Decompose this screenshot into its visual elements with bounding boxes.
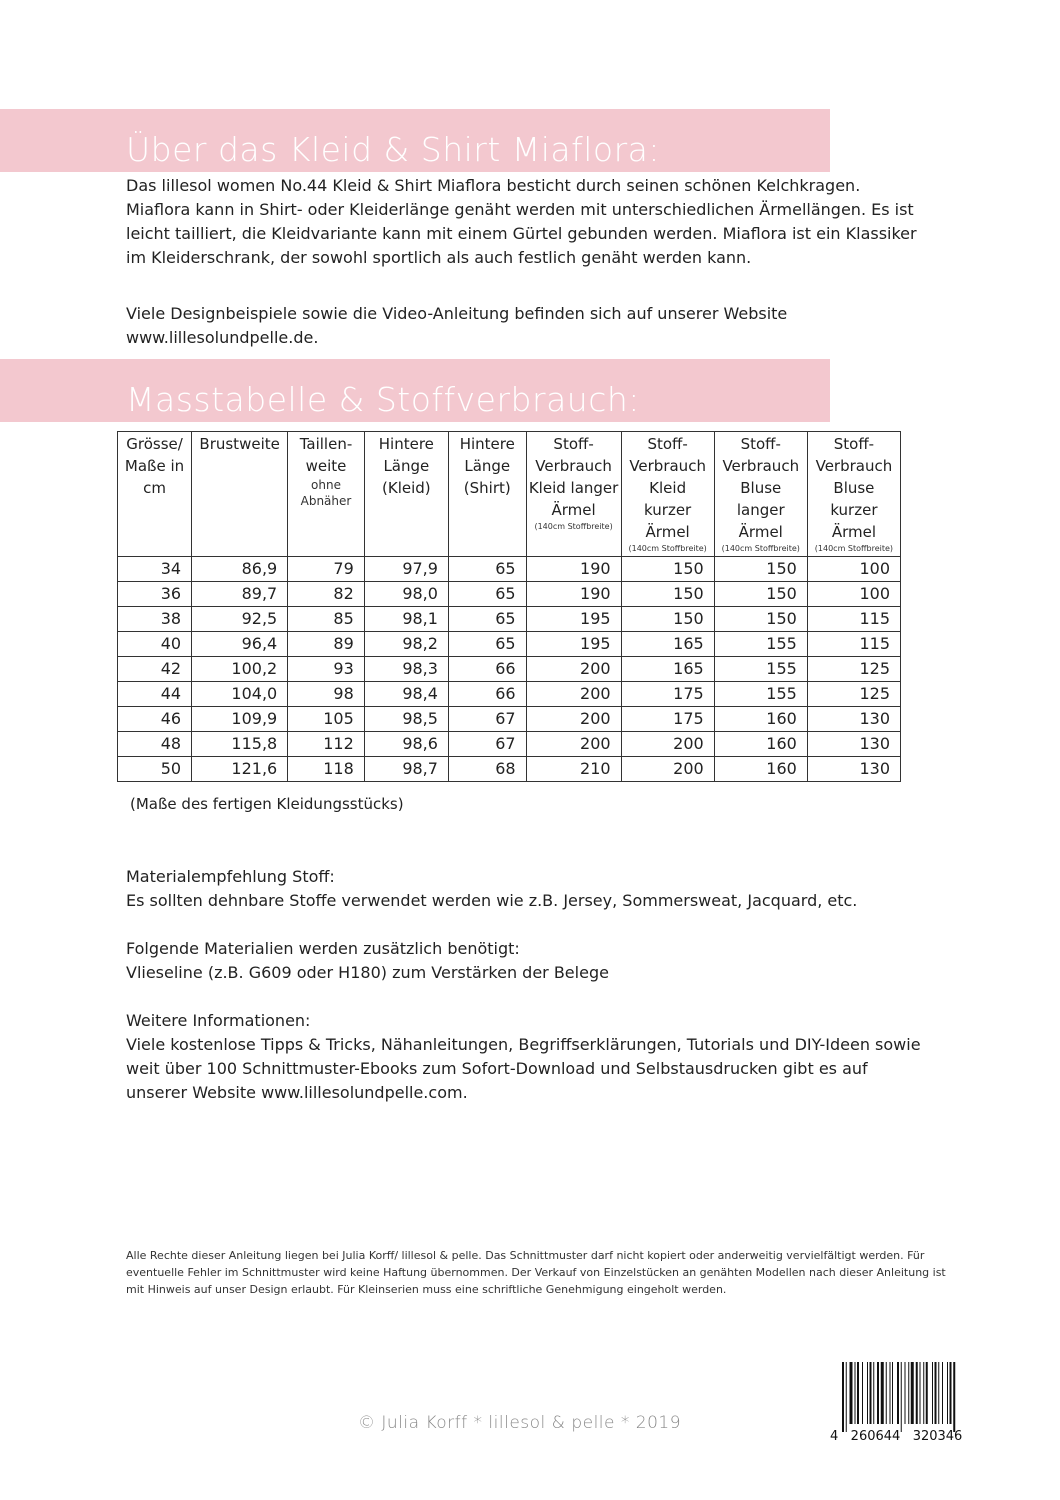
table-cell: 150 (621, 582, 714, 607)
table-cell: 85 (288, 607, 365, 632)
table-row (118, 682, 901, 707)
barcode-bar (905, 1362, 906, 1424)
table-cell: 160 (714, 732, 807, 757)
barcode-bar (870, 1362, 872, 1424)
table-cell: 92,5 (192, 607, 288, 632)
table-cell: 118 (288, 757, 365, 782)
barcode-bar (942, 1362, 943, 1424)
size-table (117, 431, 901, 782)
barcode-bar (897, 1362, 899, 1424)
copyright-footer: © Julia Korff * lillesol & pelle * 2019 (358, 1413, 682, 1433)
barcode-bar (877, 1362, 879, 1424)
table-cell: 40 (118, 632, 192, 657)
barcode-digits: 4 260644 320346 (830, 1429, 963, 1444)
barcode-bar (935, 1362, 937, 1424)
barcode-bar (901, 1362, 902, 1432)
table-cell: 42 (118, 657, 192, 682)
barcode-bar (881, 1362, 884, 1424)
table-cell: 82 (288, 582, 365, 607)
table-cell: 44 (118, 682, 192, 707)
table-cell: 65 (448, 582, 526, 607)
table-cell: 200 (526, 682, 621, 707)
barcode-bar (862, 1362, 863, 1424)
table-cell: 115 (807, 632, 900, 657)
website-text (126, 302, 806, 350)
table-cell: 155 (714, 657, 807, 682)
barcode-bar (867, 1362, 868, 1424)
table-cell: 175 (621, 682, 714, 707)
table-cell: 98,3 (364, 657, 448, 682)
table-row (118, 582, 901, 607)
table-cell: 200 (621, 757, 714, 782)
table-cell: 155 (714, 632, 807, 657)
about-text (126, 174, 926, 270)
barcode-bar (855, 1362, 856, 1424)
table-cell: 98,4 (364, 682, 448, 707)
header-fabric-blouse-long: Stoff- Verbrauch Bluse langer Ärmel (140cm Stoffbreite) (714, 432, 807, 557)
barcode-bar (920, 1362, 921, 1424)
table-cell: 97,9 (364, 557, 448, 582)
table-cell: 98,6 (364, 732, 448, 757)
table-cell: 200 (526, 707, 621, 732)
header-size: Grösse/ Maße in cm (118, 432, 192, 557)
barcode-bar (857, 1362, 859, 1424)
barcode-bar (892, 1362, 893, 1424)
table-cell: 104,0 (192, 682, 288, 707)
legal-notice: Alle Rechte dieser Anleitung liegen bei Julia Korff/ lillesol & pelle. Das Schnittmuster darf nicht kopiert oder anderweitig vervielfältigt werden. Für eventuelle Fehler im Schnittmuster wird keine Haftung übernommen. Der Verkauf von Einzelstücken an genähten Modellen nach dieser Anleitung ist mit Hinweis auf unser Design erlaubt. Für Kleinserien muss eine schriftliche Genehmigung eingeholt werden. (126, 1249, 946, 1296)
table-cell: 200 (526, 732, 621, 757)
table-body (118, 557, 901, 782)
section-title-about: Über das Kleid & Shirt Miaflora: (126, 130, 661, 169)
table-cell: 34 (118, 557, 192, 582)
barcode-bars (842, 1362, 955, 1432)
barcode-bar (953, 1362, 955, 1432)
table-cell: 100 (807, 557, 900, 582)
table-cell: 190 (526, 557, 621, 582)
table-cell: 79 (288, 557, 365, 582)
barcode-bar (908, 1362, 909, 1424)
table-cell: 38 (118, 607, 192, 632)
header-fabric-dress-long: Stoff- Verbrauch Kleid langer Ärmel (140cm Stoffbreite) (526, 432, 621, 557)
table-cell: 160 (714, 707, 807, 732)
barcode-bar (932, 1362, 933, 1424)
table-header-row (118, 432, 901, 557)
table-cell: 66 (448, 657, 526, 682)
table-cell: 98,7 (364, 757, 448, 782)
table-cell: 150 (621, 607, 714, 632)
further-heading: Weitere Informationen: (126, 1011, 311, 1030)
table-cell: 150 (621, 557, 714, 582)
header-waist: Taillen- weite ohne Abnäher (288, 432, 365, 557)
barcode-bar (916, 1362, 918, 1424)
table-cell: 190 (526, 582, 621, 607)
barcode (826, 1362, 996, 1444)
table-cell: 36 (118, 582, 192, 607)
table-cell: 165 (621, 657, 714, 682)
table-cell: 210 (526, 757, 621, 782)
header-back-length-dress: Hintere Länge (Kleid) (364, 432, 448, 557)
barcode-bar (886, 1362, 887, 1424)
table-cell: 160 (714, 757, 807, 782)
table-cell: 175 (621, 707, 714, 732)
header-bust: Brustweite (192, 432, 288, 557)
table-cell: 98 (288, 682, 365, 707)
table-cell: 86,9 (192, 557, 288, 582)
material-section (126, 865, 946, 913)
table-cell: 121,6 (192, 757, 288, 782)
table-cell: 130 (807, 732, 900, 757)
further-section (126, 1009, 926, 1105)
table-cell: 155 (714, 682, 807, 707)
table-cell: 65 (448, 557, 526, 582)
barcode-bar (873, 1362, 874, 1424)
header-fabric-dress-short: Stoff- Verbrauch Kleid kurzer Ärmel (140cm Stoffbreite) (621, 432, 714, 557)
table-cell: 98,5 (364, 707, 448, 732)
table-cell: 98,0 (364, 582, 448, 607)
table-note: (Maße des fertigen Kleidungsstücks) (130, 795, 404, 813)
further-text: Viele kostenlose Tipps & Tricks, Nähanleitungen, Begriffserklärungen, Tutorials und DIY-Ideen sowie weit über 100 Schnittmuster-Ebooks zum Sofort-Download und Selbstausdrucken gibt es auf unserer Website www.lillesolundpelle.com. (126, 1035, 921, 1102)
table-cell: 100 (807, 582, 900, 607)
material-text: Es sollten dehnbare Stoffe verwendet werden wie z.B. Jersey, Sommersweat, Jacquard, etc. (126, 891, 858, 910)
header-back-length-shirt: Hintere Länge (Shirt) (448, 432, 526, 557)
table-cell: 165 (621, 632, 714, 657)
barcode-bar (850, 1362, 853, 1424)
table-cell: 66 (448, 682, 526, 707)
table-cell: 115,8 (192, 732, 288, 757)
barcode-bar (890, 1362, 891, 1424)
barcode-bar (938, 1362, 939, 1424)
barcode-bar (911, 1362, 914, 1424)
table-cell: 65 (448, 632, 526, 657)
additional-heading: Folgende Materialien werden zusätzlich benötigt: (126, 939, 520, 958)
table-row (118, 632, 901, 657)
table-cell: 200 (526, 657, 621, 682)
table-cell: 48 (118, 732, 192, 757)
table-cell: 150 (714, 607, 807, 632)
table-cell: 67 (448, 732, 526, 757)
table-cell: 100,2 (192, 657, 288, 682)
website-paragraph: Viele Designbeispiele sowie die Video-Anleitung befinden sich auf unserer Website www.lillesolundpelle.de. (126, 304, 788, 347)
table-cell: 115 (807, 607, 900, 632)
table-cell: 65 (448, 607, 526, 632)
table-cell: 195 (526, 607, 621, 632)
table-cell: 98,2 (364, 632, 448, 657)
barcode-bar (926, 1362, 928, 1424)
table-cell: 68 (448, 757, 526, 782)
table-cell: 200 (621, 732, 714, 757)
additional-section (126, 937, 946, 985)
header-fabric-blouse-short: Stoff- Verbrauch Bluse kurzer Ärmel (140cm Stoffbreite) (807, 432, 900, 557)
table-row (118, 557, 901, 582)
table-cell: 125 (807, 657, 900, 682)
material-heading: Materialempfehlung Stoff: (126, 867, 335, 886)
table-cell: 195 (526, 632, 621, 657)
table-cell: 109,9 (192, 707, 288, 732)
table-cell: 89 (288, 632, 365, 657)
table-cell: 89,7 (192, 582, 288, 607)
table-cell: 98,1 (364, 607, 448, 632)
barcode-bar (846, 1362, 847, 1432)
barcode-bar (950, 1362, 952, 1424)
table-cell: 67 (448, 707, 526, 732)
table-cell: 150 (714, 582, 807, 607)
about-paragraph: Das lillesol women No.44 Kleid & Shirt Miaflora besticht durch seinen schönen Kelchkragen. Miaflora kann in Shirt- oder Kleiderlänge genäht werden mit unterschiedlichen Ärmellängen. Es ist leicht tailliert, die Kleidvariante kann mit einem Gürtel gebunden werden. Miaflora ist ein Klassiker im Kleiderschrank, der sowohl sportlich als auch festlich genäht werden kann. (126, 176, 917, 267)
table-cell: 105 (288, 707, 365, 732)
barcode-bar (947, 1362, 948, 1424)
table-row (118, 707, 901, 732)
barcode-bar (842, 1362, 844, 1432)
table-cell: 112 (288, 732, 365, 757)
table-row (118, 757, 901, 782)
table-cell: 125 (807, 682, 900, 707)
additional-text: Vlieseline (z.B. G609 oder H180) zum Verstärken der Belege (126, 963, 609, 982)
table-cell: 50 (118, 757, 192, 782)
table-cell: 130 (807, 757, 900, 782)
table-row (118, 657, 901, 682)
table-cell: 130 (807, 707, 900, 732)
table-cell: 46 (118, 707, 192, 732)
table-row (118, 607, 901, 632)
table-cell: 150 (714, 557, 807, 582)
section-title-sizes: Masstabelle & Stoffverbrauch: (126, 380, 640, 419)
table-cell: 93 (288, 657, 365, 682)
table-row (118, 732, 901, 757)
table-cell: 96,4 (192, 632, 288, 657)
barcode-bar (923, 1362, 924, 1424)
